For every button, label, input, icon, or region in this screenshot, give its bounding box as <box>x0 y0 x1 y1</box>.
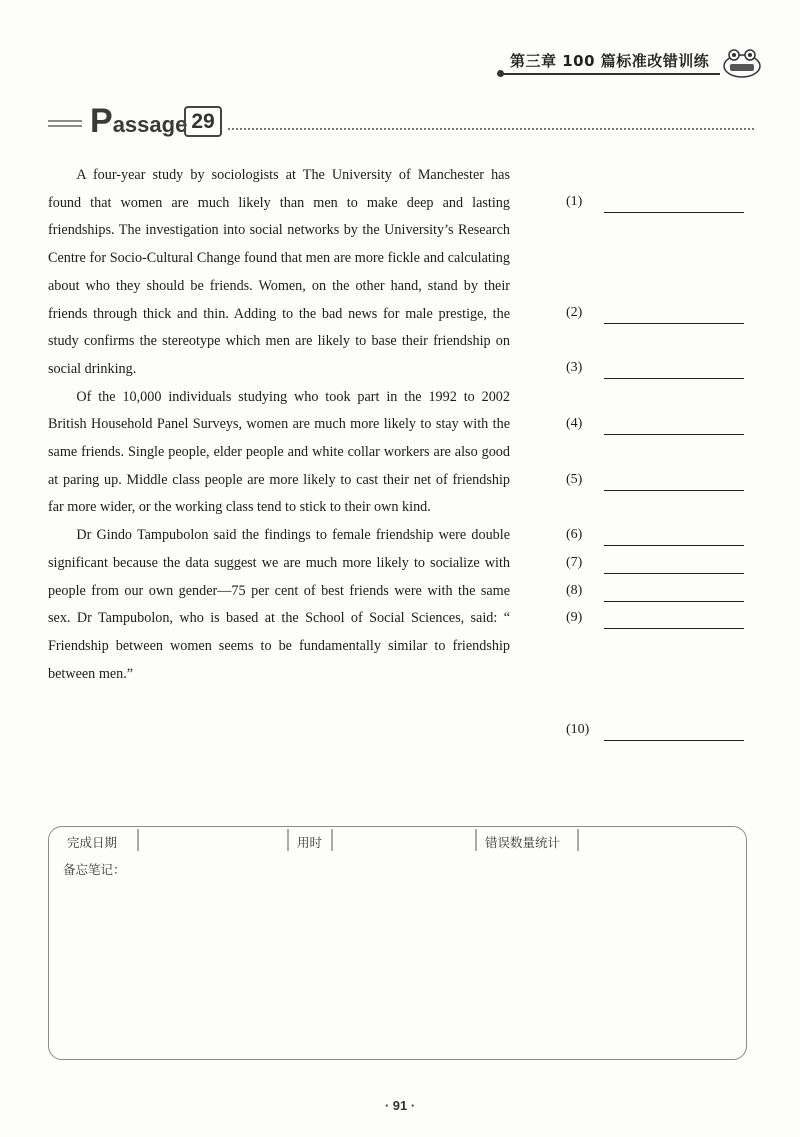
answer-label: (8) <box>566 583 583 598</box>
answer-blank-5[interactable] <box>566 472 744 492</box>
record-separator <box>331 829 333 851</box>
passage-body <box>48 162 510 688</box>
completion-date-label: 完成日期 <box>67 835 118 850</box>
answer-blank-9[interactable] <box>566 610 744 630</box>
passage-title <box>90 102 187 141</box>
answer-label: (9) <box>566 610 583 625</box>
answer-label: (6) <box>566 527 583 542</box>
chapter-title: 第三章 100 篇标准改错训练 <box>510 52 710 70</box>
record-box <box>48 826 747 1060</box>
passage-title-initial: P <box>90 102 113 140</box>
page-number: · 91 · <box>384 1098 416 1113</box>
answer-line <box>604 628 744 629</box>
frog-badge-icon <box>722 46 762 78</box>
answer-label: (3) <box>566 360 583 375</box>
answer-line <box>604 601 744 602</box>
paragraph-3: Dr Gindo Tampubolon said the findings to female friendship were double significant because the data suggest we are much more likely to socialize with people from our own gender—75 per cent of best friends were with the same sex. Dr Tampubolon, who is based at the School of Social Sciences, said: “ Friendship between women seems to be fundamentally similar to friendship between men.” <box>48 527 510 682</box>
record-separator <box>287 829 289 851</box>
passage-number: 29 <box>184 106 222 137</box>
answer-label: (4) <box>566 416 583 431</box>
answer-line <box>604 490 744 491</box>
paragraph-2: Of the 10,000 individuals studying who took part in the 1992 to 2002 British Household Panel Surveys, women are much more likely to stay with the same friends. Single people, elder people and white collar workers are also good at paring up. Middle class people are more likely to cast their net of friendship far more wider, or the working class tend to stick to their own kind. <box>48 388 510 516</box>
answer-blank-6[interactable] <box>566 527 744 547</box>
header-rule <box>500 73 720 75</box>
answer-blank-1[interactable] <box>566 194 744 214</box>
error-count-label: 错误数量统计 <box>485 835 561 850</box>
passage-heading <box>48 102 754 142</box>
heading-dash <box>48 125 82 127</box>
record-separator <box>577 829 579 851</box>
answer-label: (5) <box>566 472 583 487</box>
paragraph-1: A four-year study by sociologists at The University of Manchester has found that women are much likely than men to make deep and lasting friendships. The investigation into social networks by the University’s Research Centre for Socio-Cultural Change found that men are more fickle and calculating about who they should be friends. Women, on the other hand, stand by their friends through thick and thin. Adding to the bad news for male prestige, the study confirms the stereotype which men are likely to base their friendship on social drinking. <box>48 167 510 377</box>
answer-line <box>604 378 744 379</box>
answer-blank-2[interactable] <box>566 305 744 325</box>
answer-blank-3[interactable] <box>566 360 744 380</box>
answer-label: (2) <box>566 305 583 320</box>
answer-blank-4[interactable] <box>566 416 744 436</box>
answer-label: (7) <box>566 555 583 570</box>
passage-title-rest: assage <box>112 112 188 137</box>
answer-line <box>604 545 744 546</box>
answer-line <box>604 573 744 574</box>
answer-line <box>604 212 744 213</box>
notes-label: 备忘笔记： <box>63 862 126 877</box>
answer-line <box>604 740 744 741</box>
answer-blank-8[interactable] <box>566 583 744 603</box>
record-header-row <box>49 827 746 853</box>
time-used-label: 用时 <box>297 835 323 850</box>
answer-blank-7[interactable] <box>566 555 744 575</box>
heading-dotted-rule <box>228 128 754 130</box>
heading-dash <box>48 120 82 122</box>
answer-blank-10[interactable] <box>566 722 744 742</box>
answer-label: (10) <box>566 722 590 737</box>
chapter-header <box>500 46 800 80</box>
answer-line <box>604 323 744 324</box>
record-separator <box>475 829 477 851</box>
record-separator <box>137 829 139 851</box>
answer-line <box>604 434 744 435</box>
answer-label: (1) <box>566 194 583 209</box>
